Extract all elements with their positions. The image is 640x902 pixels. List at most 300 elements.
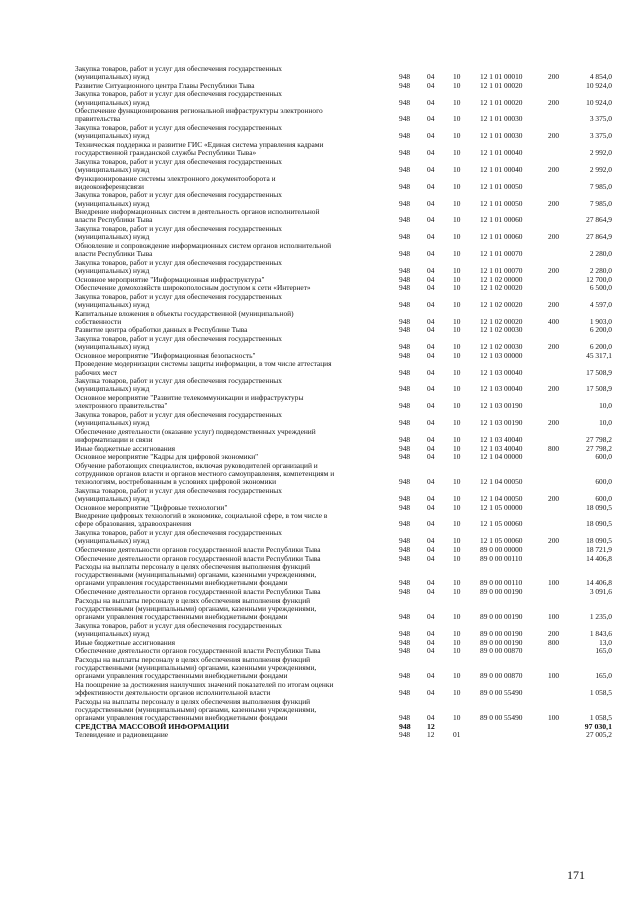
section-code: 04 [427,248,435,258]
table-row [0,174,640,190]
section-code: 04 [427,452,435,462]
target-article: 12 1 01 00030 [480,114,523,124]
ved-code: 948 [399,274,411,284]
section-code: 04 [427,384,435,394]
target-article: 89 0 00 00110 [480,553,523,563]
section-code: 04 [427,637,435,647]
description-line: государственной гражданской службы Республики Тыва» [75,148,257,158]
target-article: 12 1 01 00040 [480,148,523,158]
section-code: 04 [427,612,435,622]
description-line: органами управления государственными внебюджетными фондами [75,671,288,681]
description-line: Техническая поддержка и развитие ГИС «Единая система управления кадрами [75,139,324,149]
subsection-code: 10 [453,248,461,258]
table-row [0,680,640,696]
section-code: 04 [427,502,435,512]
description-line: (муниципальных) нужд [75,131,150,141]
description-line: власти Республики Тыва [75,248,153,258]
table-row [0,697,640,722]
ved-code: 948 [399,578,411,588]
description-line: Закупка товаров, работ и услуг для обеспечения государственных [75,257,282,267]
expense-type: 200 [548,164,560,174]
table-row [0,359,640,375]
target-article: 12 1 02 00030 [480,342,523,352]
ved-code: 948 [399,80,411,90]
ved-code: 948 [399,283,411,293]
ved-code: 948 [399,265,411,275]
section-code: 04 [427,131,435,141]
target-article: 12 1 01 00050 [480,198,523,208]
subsection-code: 10 [453,80,461,90]
description-line: Телевидение и радиовещание [75,730,169,740]
amount: 18 090,5 [586,502,612,512]
description-line: органами управления государственными внебюджетными фондами [75,612,288,622]
ved-code: 948 [399,299,411,309]
amount: 2 992,0 [589,148,612,158]
amount: 1 843,6 [589,628,612,638]
description-line: Иные бюджетные ассигнования [75,443,176,453]
ved-code: 948 [399,434,411,444]
target-article: 12 1 01 00070 [480,248,523,258]
target-article: 12 1 03 40040 [480,434,523,444]
ved-code: 948 [399,114,411,124]
amount: 7 985,0 [589,198,612,208]
section-code: 04 [427,215,435,225]
section-code: 04 [427,164,435,174]
description-line: Основное мероприятие "Цифровые технологии" [75,502,228,512]
subsection-code: 10 [453,671,461,681]
section-code: 12 [427,730,435,740]
ved-code: 948 [399,612,411,622]
table-row [0,562,640,587]
description-line: (муниципальных) нужд [75,97,150,107]
table-row [0,106,640,122]
ved-code: 948 [399,384,411,394]
table-row [0,503,640,511]
description-line: Обеспечение домохозяйств широкополосным доступом к сети «Интернет» [75,283,311,293]
ved-code: 948 [399,198,411,208]
section-code: 04 [427,325,435,335]
section-code: 04 [427,712,435,722]
subsection-code: 10 [453,181,461,191]
description-line: рабочих мест [75,367,118,377]
table-row [0,452,640,460]
amount: 10 924,0 [586,80,612,90]
amount: 10,0 [599,418,612,428]
target-article: 12 1 01 00040 [480,164,523,174]
section-code: 04 [427,418,435,428]
amount: 165,0 [595,646,612,656]
amount: 27 798,2 [586,443,612,453]
amount: 13,0 [599,637,612,647]
ved-code: 948 [399,519,411,529]
amount: 10 924,0 [586,97,612,107]
subsection-code: 10 [453,477,461,487]
subsection-code: 10 [453,544,461,554]
amount: 1 903,0 [589,316,612,326]
description-line: (муниципальных) нужд [75,198,150,208]
description-line: Закупка товаров, работ и услуг для обеспечения государственных [75,224,282,233]
target-article: 12 1 03 00040 [480,384,523,394]
description-line: Капитальные вложения в объекты государственной (муниципальной) [75,308,294,318]
table-row [0,486,640,502]
expense-type: 200 [548,72,560,82]
table-row [0,258,640,274]
target-article: 89 0 00 00000 [480,544,523,554]
table-row [0,283,640,291]
subsection-code: 10 [453,198,461,208]
subsection-code: 10 [453,628,461,638]
section-code: 04 [427,367,435,377]
target-article: 12 1 03 40040 [480,443,523,453]
section-code: 04 [427,587,435,597]
section-code: 04 [427,232,435,242]
amount: 2 280,0 [589,265,612,275]
description-line: (муниципальных) нужд [75,418,150,428]
section-code: 04 [427,299,435,309]
amount: 4 854,0 [589,72,612,82]
table-row [0,123,640,139]
description-line: Внедрение цифровых технологий в экономике, социальной сфере, в том числе в [75,511,328,521]
description-line: (муниципальных) нужд [75,628,150,638]
ved-code: 948 [399,248,411,258]
amount: 600,0 [595,493,612,503]
subsection-code: 10 [453,367,461,377]
description-line: Обеспечение деятельности органов государственной власти Республики Тыва [75,587,321,597]
ved-code: 948 [399,587,411,597]
table-row [0,157,640,173]
target-article: 12 1 03 00190 [480,401,523,411]
subsection-code: 10 [453,443,461,453]
subsection-code: 10 [453,114,461,124]
expense-type: 200 [548,198,560,208]
ved-code: 948 [399,628,411,638]
table-row [0,511,640,527]
table-row [0,444,640,452]
description-line: Закупка товаров, работ и услуг для обеспечения государственных [75,190,282,200]
section-code: 04 [427,646,435,656]
description-line: Закупка товаров, работ и услуг для обеспечения государственных [75,89,282,99]
target-article: 12 1 02 00020 [480,316,523,326]
expense-type: 800 [548,443,560,453]
expense-type: 400 [548,316,560,326]
description-line: (муниципальных) нужд [75,342,150,352]
expense-type: 200 [548,342,560,352]
description-line: органами управления государственными внебюджетными фондами [75,712,288,722]
ved-code: 948 [399,687,411,697]
section-code: 04 [427,181,435,191]
subsection-code: 10 [453,646,461,656]
subsection-code: 01 [453,730,461,740]
description-line: Функционирование системы электронного документооборота и [75,173,276,183]
target-article: 12 1 01 00030 [480,131,523,141]
description-line: Закупка товаров, работ и услуг для обеспечения государственных [75,334,282,343]
target-article: 12 1 02 00000 [480,274,523,284]
description-line: Обеспечение деятельности (оказание услуг) подведомственных учреждений [75,426,316,436]
expense-type: 200 [548,493,560,503]
amount: 18 721,9 [586,544,612,554]
table-row [0,309,640,325]
ved-code: 948 [399,367,411,377]
table-row [0,241,640,257]
subsection-code: 10 [453,215,461,225]
section-code: 04 [427,553,435,563]
description-line: Закупка товаров, работ и услуг для обеспечения государственных [75,291,282,301]
ved-code: 948 [399,342,411,352]
table-row [0,638,640,646]
amount: 3 375,0 [589,114,612,124]
section-code: 04 [427,72,435,82]
section-code: 04 [427,687,435,697]
ved-code: 948 [399,72,411,82]
subsection-code: 10 [453,612,461,622]
amount: 165,0 [595,671,612,681]
target-article: 12 1 05 00000 [480,502,523,512]
subsection-code: 10 [453,637,461,647]
amount: 14 406,8 [586,553,612,563]
expense-type: 200 [548,418,560,428]
expense-type: 200 [548,384,560,394]
description-line: Обеспечение деятельности органов государственной власти Республики Тыва [75,646,321,656]
expense-type: 800 [548,637,560,647]
description-line: (муниципальных) нужд [75,232,150,242]
target-article: 12 1 01 00070 [480,265,523,275]
amount: 97 030,1 [584,721,612,731]
section-code: 04 [427,198,435,208]
description-line: Обучение работающих специалистов, включая руководителей организаций и [75,460,318,470]
table-row [0,81,640,89]
expense-type: 200 [548,232,560,242]
ved-code: 948 [399,671,411,681]
subsection-code: 10 [453,553,461,563]
target-article: 12 1 02 00020 [480,283,523,293]
section-code: 04 [427,114,435,124]
description-line: Расходы на выплаты персоналу в целях обеспечения выполнения функций [75,696,311,706]
description-line: (муниципальных) нужд [75,493,150,503]
subsection-code: 10 [453,384,461,394]
subsection-code: 10 [453,325,461,335]
section-code: 04 [427,578,435,588]
table-row [0,655,640,680]
table-row [0,545,640,553]
target-article: 89 0 00 00870 [480,646,523,656]
description-line: (муниципальных) нужд [75,72,150,82]
description-line: (муниципальных) нужд [75,536,150,546]
description-line: Основное мероприятие "Развитие телекоммуникации и инфраструктуры [75,393,304,402]
subsection-code: 10 [453,148,461,158]
description-line: Закупка товаров, работ и услуг для обеспечения государственных [75,485,282,495]
target-article: 12 1 02 00030 [480,325,523,335]
subsection-code: 10 [453,418,461,428]
amount: 1 235,0 [589,612,612,622]
table-row [0,207,640,223]
description-line: (муниципальных) нужд [75,299,150,309]
section-code: 04 [427,671,435,681]
description-line: Основное мероприятие "Информационная безопасность" [75,350,256,360]
description-line: Расходы на выплаты персоналу в целях обеспечения выполнения функций [75,595,311,605]
table-row [0,89,640,105]
amount: 17 508,9 [586,367,612,377]
table-row [0,528,640,544]
target-article: 89 0 00 55490 [480,712,523,722]
subsection-code: 10 [453,232,461,242]
amount: 27 864,9 [586,215,612,225]
subsection-code: 10 [453,131,461,141]
ved-code: 948 [399,131,411,141]
ved-code: 948 [399,712,411,722]
target-article: 12 1 05 00060 [480,519,523,529]
subsection-code: 10 [453,350,461,360]
section-code: 04 [427,97,435,107]
ved-code: 948 [399,316,411,326]
description-line: государственными (муниципальными) органами, казенными учреждениями, [75,662,317,672]
amount: 45 317,1 [586,350,612,360]
description-line: На поощрение за достижения наилучших значений показателей по итогам оценки [75,679,334,689]
amount: 2 992,0 [589,164,612,174]
description-line: власти Республики Тыва [75,215,153,225]
section-code: 04 [427,493,435,503]
amount: 600,0 [595,452,612,462]
description-line: сотрудников органов власти и органов местного самоуправления, компетенциям и [75,468,335,478]
section-code: 04 [427,283,435,293]
expense-type: 100 [548,671,560,681]
target-article: 12 1 03 00040 [480,367,523,377]
description-line: Закупка товаров, работ и услуг для обеспечения государственных [75,64,282,73]
subsection-code: 10 [453,342,461,352]
description-line: Расходы на выплаты персоналу в целях обеспечения выполнения функций [75,654,311,664]
amount: 12 700,0 [586,274,612,284]
amount: 6 200,0 [589,325,612,335]
amount: 3 091,6 [589,587,612,597]
description-line: Закупка товаров, работ и услуг для обеспечения государственных [75,620,282,630]
ved-code: 948 [399,148,411,158]
subsection-code: 10 [453,519,461,529]
description-line: СРЕДСТВА МАССОВОЙ ИНФОРМАЦИИ [75,721,230,731]
section-code: 12 [427,721,435,731]
target-article: 12 1 01 00020 [480,97,523,107]
amount: 1 058,5 [589,712,612,722]
amount: 27 864,9 [586,232,612,242]
target-article: 12 1 01 00060 [480,232,523,242]
subsection-code: 10 [453,164,461,174]
table-row [0,730,640,738]
table-row [0,722,640,730]
amount: 600,0 [595,477,612,487]
subsection-code: 10 [453,452,461,462]
expense-type: 100 [548,578,560,588]
description-line: Закупка товаров, работ и услуг для обеспечения государственных [75,376,282,386]
description-line: Развитие Ситуационного центра Главы Республики Тыва [75,80,255,90]
table-row [0,351,640,359]
section-code: 04 [427,443,435,453]
section-code: 04 [427,434,435,444]
description-line: Закупка товаров, работ и услуг для обеспечения государственных [75,123,282,133]
expense-type: 200 [548,97,560,107]
description-line: Проведение модернизации системы защиты информации, в том числе аттестация [75,359,332,369]
target-article: 89 0 00 00870 [480,671,523,681]
ved-code: 948 [399,164,411,174]
subsection-code: 10 [453,274,461,284]
amount: 4 597,0 [589,299,612,309]
table-row [0,376,640,392]
description-line: Закупка товаров, работ и услуг для обеспечения государственных [75,156,282,166]
description-line: (муниципальных) нужд [75,164,150,174]
subsection-code: 10 [453,265,461,275]
expense-type: 200 [548,131,560,141]
target-article: 89 0 00 00110 [480,578,523,588]
expense-type: 100 [548,612,560,622]
table-row [0,427,640,443]
table-row [0,621,640,637]
description-line: (муниципальных) нужд [75,265,150,275]
subsection-code: 10 [453,283,461,293]
expense-type: 100 [548,712,560,722]
section-code: 04 [427,80,435,90]
amount: 10,0 [599,401,612,411]
target-article: 12 1 03 00190 [480,418,523,428]
target-article: 12 1 02 00020 [480,299,523,309]
ved-code: 948 [399,477,411,487]
ved-code: 948 [399,232,411,242]
table-row [0,461,640,486]
description-line: Обеспечение деятельности органов государственной власти Республики Тыва [75,553,321,563]
description-line: собственности [75,316,122,326]
section-code: 04 [427,628,435,638]
section-code: 04 [427,519,435,529]
description-line: эффективности деятельности органов исполнительной власти [75,687,271,697]
expense-type: 200 [548,265,560,275]
description-line: государственными (муниципальными) органами, казенными учреждениями, [75,603,317,613]
amount: 27 005,2 [586,730,612,740]
target-article: 12 1 05 00060 [480,536,523,546]
section-code: 04 [427,477,435,487]
target-article: 89 0 00 00190 [480,628,523,638]
description-line: Внедрение информационных систем в деятельность органов исполнительной [75,207,320,217]
target-article: 89 0 00 00190 [480,587,523,597]
description-line: Обеспечение функционирования региональной инфраструктуры электронного [75,106,323,116]
amount: 3 375,0 [589,131,612,141]
ved-code: 948 [399,646,411,656]
amount: 27 798,2 [586,434,612,444]
table-row [0,587,640,595]
table-row [0,275,640,283]
ved-code: 948 [399,97,411,107]
section-code: 04 [427,342,435,352]
subsection-code: 10 [453,578,461,588]
subsection-code: 10 [453,493,461,503]
target-article: 12 1 01 00050 [480,181,523,191]
table-row [0,224,640,240]
description-line: государственными (муниципальными) органами, казенными учреждениями, [75,570,317,580]
description-line: Иные бюджетные ассигнования [75,637,176,647]
subsection-code: 10 [453,316,461,326]
amount: 6 500,0 [589,283,612,293]
amount: 14 406,8 [586,578,612,588]
subsection-code: 10 [453,299,461,309]
description-line: Обновление и сопровождение информационных систем органов исполнительной [75,240,332,250]
description-line: государственными (муниципальными) органами, казенными учреждениями, [75,704,317,714]
amount: 2 280,0 [589,248,612,258]
ved-code: 948 [399,553,411,563]
subsection-code: 10 [453,687,461,697]
description-line: электронного правительства" [75,401,168,411]
subsection-code: 10 [453,502,461,512]
section-code: 04 [427,544,435,554]
description-line: Развитие центра обработки данных в Республике Тыва [75,325,248,335]
description-line: Обеспечение деятельности органов государственной власти Республики Тыва [75,544,321,554]
table-row [0,190,640,206]
target-article: 12 1 01 00010 [480,72,523,82]
table-row [0,646,640,654]
